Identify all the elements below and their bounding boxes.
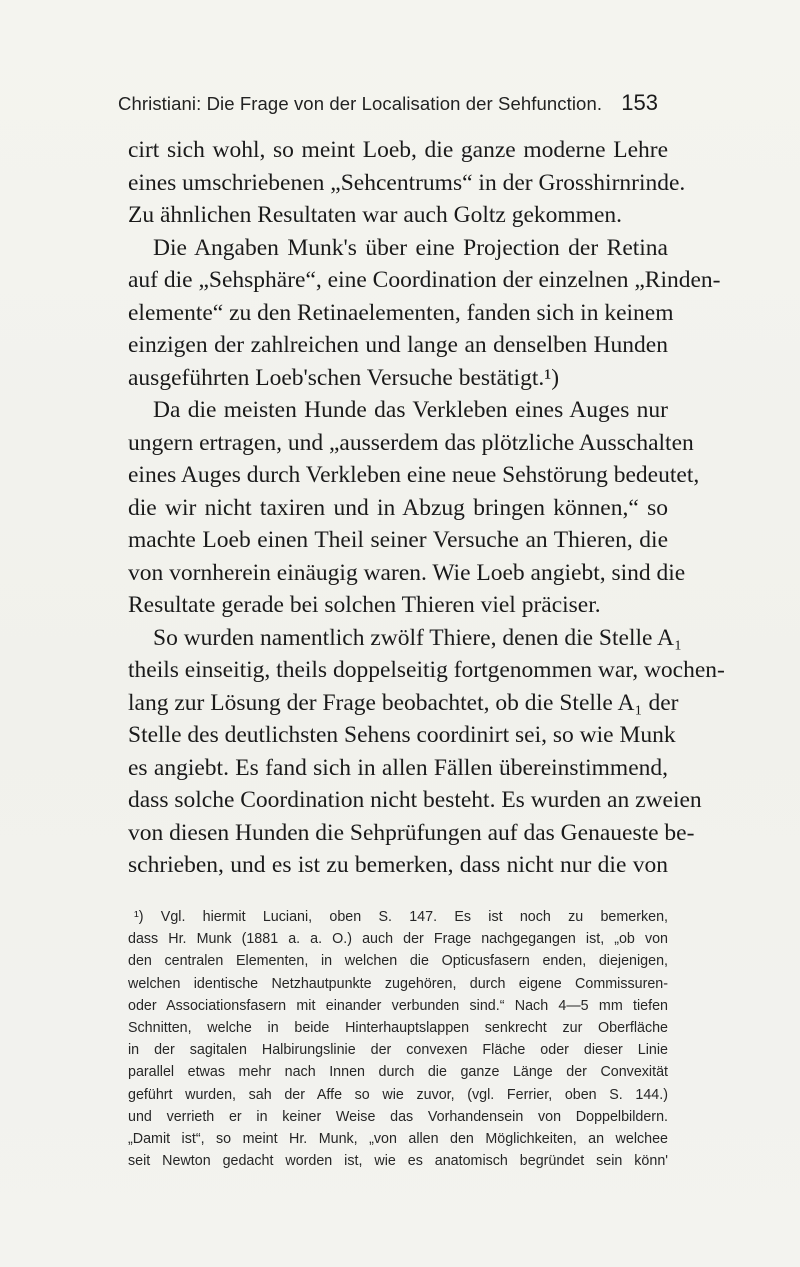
text-line: cirt sich wohl, so meint Loeb, die ganze moderne Lehre: [128, 137, 668, 163]
running-head: [118, 90, 658, 124]
footnote-line: seit Newton gedacht worden ist, wie es anatomisch begründet sein könn': [128, 1153, 668, 1170]
text-line: lang zur Lösung der Frage beobachtet, ob die Stelle A₁ der: [128, 689, 679, 716]
text-line: auf die „Sehsphäre“, eine Coordination der einzelnen „Rinden-: [128, 267, 721, 293]
footnote-line: welchen identische Netzhautpunkte zugehören, durch eigene Commissuren-: [128, 975, 668, 992]
footnote-line: oder Associationsfasern mit einander verbunden sind.“ Nach 4—5 mm tiefen: [128, 997, 668, 1014]
text-line: es angiebt. Es fand sich in allen Fällen übereinstimmend,: [128, 754, 668, 781]
text-line: von diesen Hunden die Sehprüfungen auf das Genaueste be-: [128, 819, 695, 846]
body-text: [128, 134, 725, 882]
page-number: 153: [621, 90, 658, 115]
text-line: elemente“ zu den Retinaelementen, fanden sich in keinem: [128, 299, 674, 326]
text-line: einzigen der zahlreichen und lange an denselben Hunden: [128, 332, 668, 358]
text-line: ausgeführten Loeb'schen Versuche bestätigt.¹): [128, 364, 560, 391]
footnote-line: dass Hr. Munk (1881 a. a. O.) auch der Frage nachgegangen ist, „ob von: [128, 931, 668, 948]
footnotes: [128, 906, 668, 1172]
text-line: machte Loeb einen Theil seiner Versuche an Thieren, die: [128, 527, 668, 553]
footnote-line: „Damit ist“, so meint Hr. Munk, „von allen den Möglichkeiten, an welchee: [128, 1130, 668, 1147]
text-line: eines Auges durch Verkleben eine neue Sehstörung bedeutet,: [128, 462, 700, 488]
text-line: von vornherein einäugig waren. Wie Loeb angiebt, sind die: [128, 559, 686, 586]
text-line: Da die meisten Hunde das Verkleben eines Auges nur: [153, 397, 668, 423]
text-line: ungern ertragen, und „ausserdem das plötzliche Ausschalten: [128, 429, 694, 456]
text-line: die wir nicht taxiren und in Abzug bringen können,“ so: [128, 494, 668, 521]
running-title: Christiani: Die Frage von der Localisation der Sehfunction.: [118, 93, 603, 114]
text-line: Zu ähnlichen Resultaten war auch Goltz gekommen.: [128, 202, 622, 228]
footnote-line: den centralen Elementen, in welchen die Opticusfasern enden, diejenigen,: [128, 953, 668, 970]
text-line: dass solche Coordination nicht besteht. Es wurden an zweien: [128, 787, 702, 813]
footnote-line: parallel etwas mehr nach Innen durch die ganze Länge der Convexität: [128, 1064, 668, 1081]
footnote-line: geführt wurden, sah der Affe so wie zuvor, (vgl. Ferrier, oben S. 144.): [128, 1086, 668, 1103]
footnote-line: Schnitten, welche in beide Hinterhauptslappen senkrecht zur Oberfläche: [128, 1019, 668, 1036]
text-line: So wurden namentlich zwölf Thiere, denen die Stelle A₁: [153, 624, 683, 651]
footnote-line: ¹) Vgl. hiermit Luciani, oben S. 147. Es ist noch zu bemerken,: [134, 909, 668, 925]
footnote-line: und verrieth er in keiner Weise das Vorhandensein von Doppelbildern.: [128, 1108, 668, 1125]
text-line: Die Angaben Munk's über eine Projection der Retina: [153, 234, 668, 261]
text-line: schrieben, und es ist zu bemerken, dass nicht nur die von: [128, 852, 668, 878]
text-line: theils einseitig, theils doppelseitig fortgenommen war, wochen-: [128, 657, 725, 683]
footnote-line: in der sagitalen Halbirungslinie der convexen Fläche oder dieser Linie: [128, 1042, 668, 1059]
text-line: Stelle des deutlichsten Sehens coordinirt sei, so wie Munk: [128, 722, 676, 748]
text-line: eines umschriebenen „Sehcentrums“ in der Grosshirnrinde.: [128, 169, 686, 196]
text-line: Resultate gerade bei solchen Thieren viel präciser.: [128, 592, 601, 618]
